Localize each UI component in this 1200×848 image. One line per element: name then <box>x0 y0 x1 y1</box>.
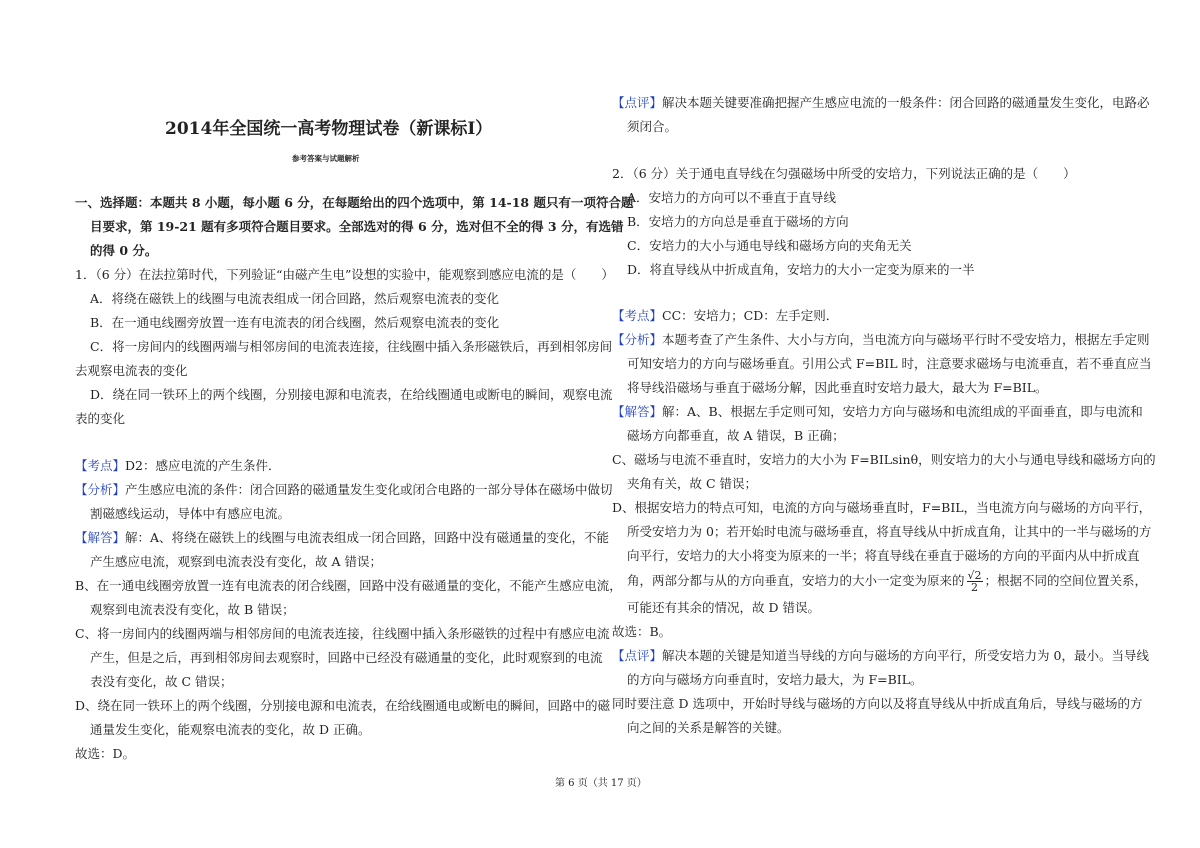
q2-answer: 故选：B。 <box>612 624 672 639</box>
jieda-tag: 【解答】 <box>612 404 663 419</box>
q1-fenxi-text-1: 产生感应电流的条件：闭合回路的磁通量发生变化或闭合电路的一部分导体在磁场中做切 <box>125 482 613 497</box>
q2-jieda-line-6: 所受安培力为 0；若开始时电流与磁场垂直，将直导线从中折成直角，让其中的一半与磁场的方 <box>627 524 1152 539</box>
kaodian-tag: 【考点】 <box>75 458 126 473</box>
q2-fenxi-line-2: 可知安培力的方向与磁场垂直。引用公式 F=BIL 时，注意要求磁场与电流垂直，若不垂直应当 <box>627 356 1152 371</box>
q1-dianping-text-1: 解决本题关键要准确把握产生感应电流的一般条件：闭合回路的磁通量发生变化，电路必 <box>662 95 1150 110</box>
q2-jieda-line-2: 磁场方向都垂直，故 A 错误，B 正确； <box>627 428 845 443</box>
q2-kaodian <box>612 308 838 324</box>
q2-jieda-line-4: 夹角有关，故 C 错误； <box>627 476 758 491</box>
q2-jieda-text-8b: ；根据不同的空间位置关系， <box>984 573 1148 588</box>
q1-stem: 1．（6 分）在法拉第时代，下列验证“由磁产生电”设想的实验中，能观察到感应电流的是（ ） <box>75 267 614 282</box>
section-heading-line-1: 一、选择题：本题共 8 小题，每小题 6 分，在每题给出的四个选项中，第 14-18 题只有一项符合题 <box>75 195 634 210</box>
q2-kaodian-text: CC：安培力；CD：左手定则． <box>662 308 839 323</box>
fenxi-tag: 【分析】 <box>75 482 126 497</box>
dianping-tag: 【点评】 <box>612 648 663 663</box>
q2-option-c: C．安培力的大小与通电导线和磁场方向的夹角无关 <box>627 238 912 253</box>
section-heading-line-3: 的得 0 分。 <box>90 243 158 258</box>
q1-option-c-line-2: 去观察电流表的变化 <box>75 363 188 378</box>
q1-kaodian-text: D2：感应电流的产生条件． <box>125 458 281 473</box>
q2-dianping-line-1 <box>612 648 1149 664</box>
fraction-numerator: √2 <box>967 569 982 582</box>
q2-jieda-text-1: 解：A、B、根据左手定则可知，安培力方向与磁场和电流组成的平面垂直，即与电流和 <box>662 404 1143 419</box>
q2-fenxi-line-3: 将导线沿磁场与垂直于磁场分解，因此垂直时安培力最大，最大为 F=BIL。 <box>627 380 1048 395</box>
q1-answer: 故选：D。 <box>75 746 136 761</box>
q1-option-b: B．在一通电线圈旁放置一连有电流表的闭合线圈，然后观察电流表的变化 <box>90 315 500 330</box>
kaodian-tag: 【考点】 <box>612 308 663 323</box>
q2-jieda-line-9: 可能还有其余的情况，故 D 错误。 <box>627 600 820 615</box>
q2-fenxi-text-1: 本题考查了产生条件、大小与方向，当电流方向与磁场平行时不受安培力，根据左手定则 <box>662 332 1150 347</box>
q2-jieda-line-5: D、根据安培力的特点可知，电流的方向与磁场垂直时，F=BIL，当电流方向与磁场的方向平行， <box>612 500 1152 515</box>
q1-fenxi-line-2: 割磁感线运动，导体中有感应电流。 <box>90 506 291 521</box>
q2-jieda-line-3: C、磁场与电流不垂直时，安培力的大小为 F=BILsinθ，则安培力的大小与通电导线和磁场方向的 <box>612 452 1156 467</box>
q2-stem: 2．（6 分）关于通电直导线在匀强磁场中所受的安培力，下列说法正确的是（ ） <box>612 166 1076 181</box>
q1-jieda-line-4: 观察到电流表没有变化，故 B 错误； <box>90 602 295 617</box>
q2-dianping-line-3: 同时要注意 D 选项中，开始时导线与磁场的方向以及将直导线从中折成直角后，导线与磁场的方 <box>612 696 1143 711</box>
q1-dianping-line-2: 须闭合。 <box>627 119 678 134</box>
jieda-tag: 【解答】 <box>75 530 126 545</box>
q1-option-d-line-1: D．绕在同一铁环上的两个线圈，分别接电源和电流表，在给线圈通电或断电的瞬间，观察电流 <box>90 387 613 402</box>
q2-jieda-line-8 <box>627 570 1147 593</box>
q1-jieda-line-6: 产生，但是之后，再到相邻房间去观察时，回路中已经没有磁通量的变化，此时观察到的电流 <box>90 650 603 665</box>
q2-dianping-line-2: 的方向与磁场方向垂直时，安培力最大，为 F=BIL。 <box>627 672 923 687</box>
q2-jieda-line-7: 向平行，安培力的大小将变为原来的一半；将直导线在垂直于磁场的方向的平面内从中折成直 <box>627 548 1140 563</box>
dianping-tag: 【点评】 <box>612 95 663 110</box>
q2-dianping-text-1: 解决本题的关键是知道当导线的方向与磁场的方向平行，所受安培力为 0，最小。当导线 <box>662 648 1149 663</box>
page-title: 2014年全国统一高考物理试卷（新课标Ⅰ） <box>165 119 493 139</box>
q2-option-a: A．安培力的方向可以不垂直于直导线 <box>627 190 837 205</box>
q1-fenxi-line-1 <box>75 482 613 498</box>
fraction-denominator: 2 <box>971 581 979 594</box>
q1-jieda-line-2: 产生感应电流，观察到电流表没有变化，故 A 错误； <box>90 554 382 569</box>
section-heading-line-2: 目要求，第 19-21 题有多项符合题目要求。全部选对的得 6 分，选对但不全的得 3 分，有选错 <box>90 219 624 234</box>
q2-jieda-text-8a: 角，两部分都与从的方向垂直，安培力的大小一定变为原来的 <box>627 573 965 588</box>
q2-option-b: B．安培力的方向总是垂直于磁场的方向 <box>627 214 849 229</box>
q2-jieda-line-1 <box>612 404 1143 420</box>
q2-option-d: D．将直导线从中折成直角，安培力的大小一定变为原来的一半 <box>627 262 975 277</box>
q1-jieda-line-7: 表没有变化，故 C 错误； <box>90 674 233 689</box>
q1-option-d-line-2: 表的变化 <box>75 411 126 426</box>
q2-dianping-line-4: 向之间的关系是解答的关键。 <box>627 720 790 735</box>
q1-dianping-line-1 <box>612 95 1150 111</box>
q1-jieda-line-5: C、将一房间内的线圈两端与相邻房间的电流表连接，往线圈中插入条形磁铁的过程中有感应电流 <box>75 626 610 641</box>
q1-jieda-line-8: D、绕在同一铁环上的两个线圈，分别接电源和电流表，在给线圈通电或断电的瞬间，回路中的磁 <box>75 698 611 713</box>
q2-fenxi-line-1 <box>612 332 1150 348</box>
q1-option-a: A．将绕在磁铁上的线圈与电流表组成一闭合回路，然后观察电流表的变化 <box>90 291 500 306</box>
q1-jieda-line-9: 通量发生变化，能观察电流表的变化，故 D 正确。 <box>90 722 371 737</box>
q1-jieda-line-1 <box>75 530 609 546</box>
q1-kaodian <box>75 458 281 474</box>
page-footer: 第 6 页（共 17 页） <box>555 778 647 789</box>
page-subtitle: 参考答案与试题解析 <box>292 154 360 163</box>
fenxi-tag: 【分析】 <box>612 332 663 347</box>
q1-jieda-line-3: B、在一通电线圈旁放置一连有电流表的闭合线圈，回路中没有磁通量的变化，不能产生感应电流， <box>75 578 622 593</box>
q1-option-c-line-1: C．将一房间内的线圈两端与相邻房间的电流表连接，往线圈中插入条形磁铁后，再到相邻房间 <box>90 339 613 354</box>
q1-jieda-text-1: 解：A、将绕在磁铁上的线圈与电流表组成一闭合回路，回路中没有磁通量的变化，不能 <box>125 530 610 545</box>
sqrt2-over-2-fraction <box>967 570 983 593</box>
